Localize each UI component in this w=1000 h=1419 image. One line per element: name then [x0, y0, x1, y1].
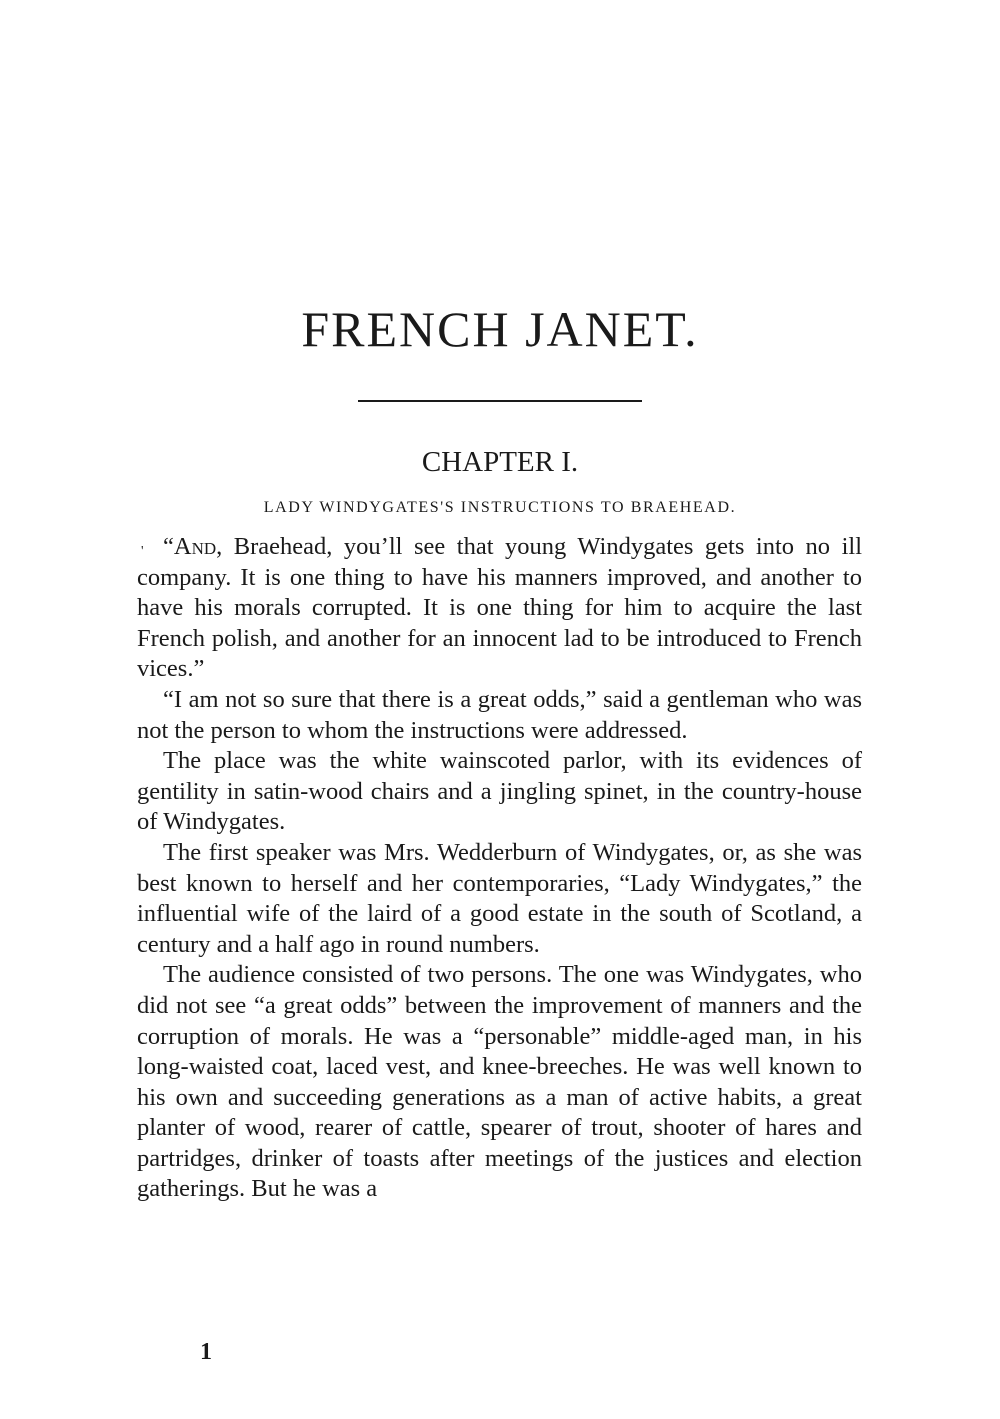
paragraph — [137, 746, 862, 838]
page-number: 1 — [200, 1339, 212, 1365]
paragraph — [137, 532, 862, 685]
paragraph-lead-smallcaps: “And — [163, 533, 217, 560]
paragraph-text: The place was the white wainscoted parlor, with its evidences of gentility in satin-wood chairs and a jingling spinet, in the country-house of Windygates. — [137, 747, 862, 836]
paragraph-text: The first speaker was Mrs. Wedderburn of Windygates, or, as she was best known to herself and her contemporaries, “Lady Windygates,” the influential wife of the laird of a good estate in the south of Scotland, a century and a half ago in round numbers. — [137, 838, 862, 958]
chapter-title: LADY WINDYGATES'S INSTRUCTIONS TO BRAEHEAD. — [263, 499, 737, 516]
title-divider-rule — [358, 400, 642, 402]
paragraph-text: , Braehead, you’ll see that young Windygates gets into no ill company. It is one thing to have his manners improved, and another to have his morals corrupted. It is one thing for him to acquire the last French polish, and another for an innocent lad to be introduced to French vices.” — [137, 533, 862, 683]
paragraph — [137, 685, 862, 746]
chapter-number: CHAPTER I. — [421, 446, 579, 478]
stray-print-mark: ' — [141, 544, 144, 559]
paragraph-text: The audience consisted of two persons. The one was Windygates, who did not see “a great odds” between the improvement of manners and the corruption of morals. He was a “personable” middle-aged man, in his long-waisted coat, laced vest, and knee-breeches. He was well known to his own and succeeding generations as a man of active habits, a great planter of wood, rearer of cattle, spearer of trout, shooter of hares and partridges, drinker of toasts after meetings of the justices and election gatherings. But he was a — [137, 961, 862, 1203]
paragraph — [137, 838, 862, 960]
paragraph-text: “I am not so sure that there is a great odds,” said a gentleman who was not the person to whom the instructions were addressed. — [137, 685, 862, 744]
body-text — [137, 532, 862, 1205]
paragraph — [137, 960, 862, 1205]
book-title: FRENCH JANET. — [301, 301, 699, 357]
